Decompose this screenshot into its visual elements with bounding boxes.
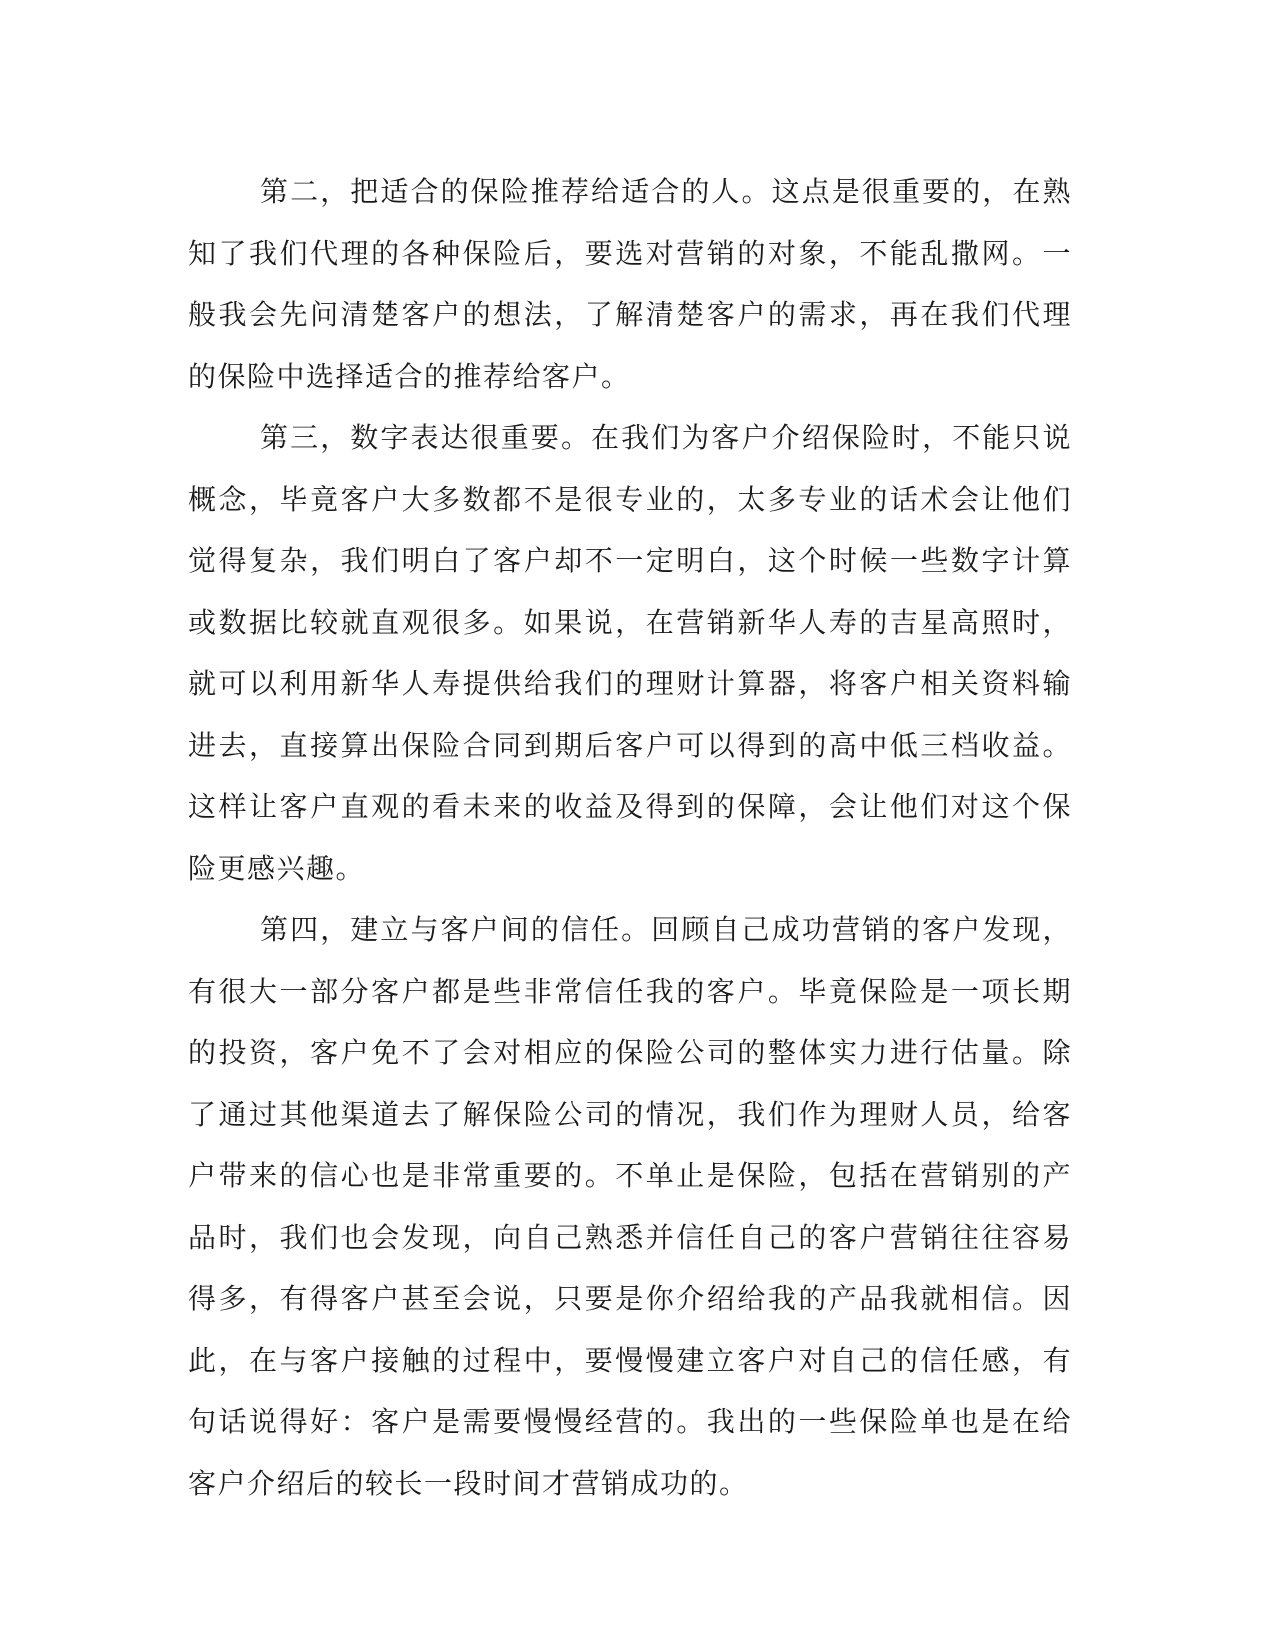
document-page bbox=[188, 161, 1072, 1514]
paragraph-second-point: 第二，把适合的保险推荐给适合的人。这点是很重要的，在熟知了我们代理的各种保险后，要选对营销的对象，不能乱撒网。一般我会先问清楚客户的想法，了解清楚客户的需求，再在我们代理的保险中选择适合的推荐给客户。 bbox=[188, 175, 1072, 393]
paragraph-third-point: 第三，数字表达很重要。在我们为客户介绍保险时，不能只说概念，毕竟客户大多数都不是很专业的，太多专业的话术会让他们觉得复杂，我们明白了客户却不一定明白，这个时候一些数字计算或数据比较就直观很多。如果说，在营销新华人寿的吉星高照时，就可以利用新华人寿提供给我们的理财计算器，将客户相关资料输进去，直接算出保险合同到期后客户可以得到的高中低三档收益。这样让客户直观的看未来的收益及得到的保障，会让他们对这个保险更感兴趣。 bbox=[188, 421, 1072, 885]
paragraph-fourth-point: 第四，建立与客户间的信任。回顾自己成功营销的客户发现，有很大一部分客户都是些非常信任我的客户。毕竟保险是一项长期的投资，客户免不了会对相应的保险公司的整体实力进行估量。除了通过其他渠道去了解保险公司的情况，我们作为理财人员，给客户带来的信心也是非常重要的。不单止是保险，包括在营销别的产品时，我们也会发现，向自己熟悉并信任自己的客户营销往往容易得多，有得客户甚至会说，只要是你介绍给我的产品我就相信。因此，在与客户接触的过程中，要慢慢建立客户对自己的信任感，有句话说得好：客户是需要慢慢经营的。我出的一些保险单也是在给客户介绍后的较长一段时间才营销成功的。 bbox=[188, 913, 1072, 1500]
